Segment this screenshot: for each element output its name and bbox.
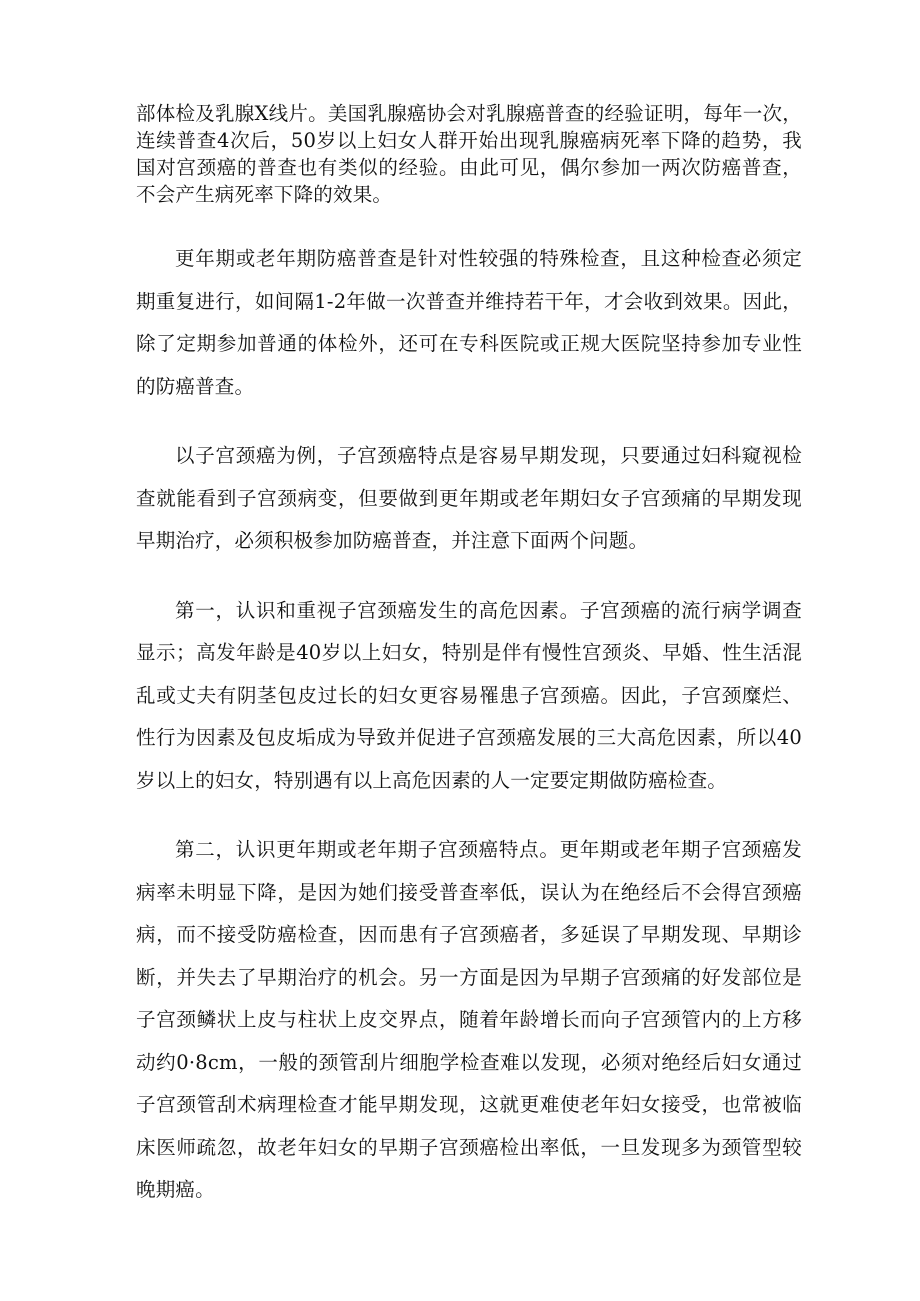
- paragraph-screening-periodicity: 更年期或老年期防癌普查是针对性较强的特殊检查，且这种检查必须定期重复进行，如间隔1-2年做一次普查并维持若干年，才会收到效果。因此，除了定期参加普通的体检外，还可在专科医院或正规大医院坚持参加专业性的防癌普查。: [136, 247, 802, 398]
- paragraph-continuation: 部体检及乳腺X线片。美国乳腺癌协会对乳腺癌普查的经验证明，每年一次，连续普查4次后，50岁以上妇女人群开始出现乳腺癌病死率下降的趋势，我国对宫颈癌的普查也有类似的经验。由此可见，偶尔参加一两次防癌普查，不会产生病死率下降的效果。: [136, 102, 802, 206]
- paragraph-risk-factors: 第一，认识和重视子宫颈癌发生的高危因素。子宫颈癌的流行病学调查显示；高发年龄是40岁以上妇女，特别是伴有慢性宫颈炎、早婚、性生活混乱或丈夫有阴茎包皮过长的妇女更容易罹患子宫颈癌。因此，子宫颈糜烂、性行为因素及包皮垢成为导致并促进子宫颈癌发展的三大高危因素，所以40岁以上的妇女，特别遇有以上高危因素的人一定要定期做防癌检查。: [136, 598, 802, 792]
- paragraph-menopause-features: 第二，认识更年期或老年期子宫颈癌特点。更年期或老年期子宫颈癌发病率未明显下降，是因为她们接受普查率低，误认为在绝经后不会得宫颈癌病，而不接受防癌检查，因而患有子宫颈癌者，多延误了早期发现、早期诊断，并失去了早期治疗的机会。另一方面是因为早期子宫颈痛的好发部位是子宫颈鳞状上皮与柱状上皮交界点，随着年龄增长而向子宫颈管内的上方移动约0·8cm，一般的颈管刮片细胞学检查难以发现，必须对绝经后妇女通过子宫颈管刮术病理检查才能早期发现，这就更难使老年妇女接受，也常被临床医师疏忽，故老年妇女的早期子宫颈癌检出率低，一旦发现多为颈管型较晚期癌。: [136, 838, 802, 1201]
- paragraph-cervical-cancer-example: 以子宫颈癌为例，子宫颈癌特点是容易早期发现，只要通过妇科窥视检查就能看到子宫颈病变，但要做到更年期或老年期妇女子宫颈痛的早期发现早期治疗，必须积极参加防癌普查，并注意下面两个问题。: [136, 444, 802, 552]
